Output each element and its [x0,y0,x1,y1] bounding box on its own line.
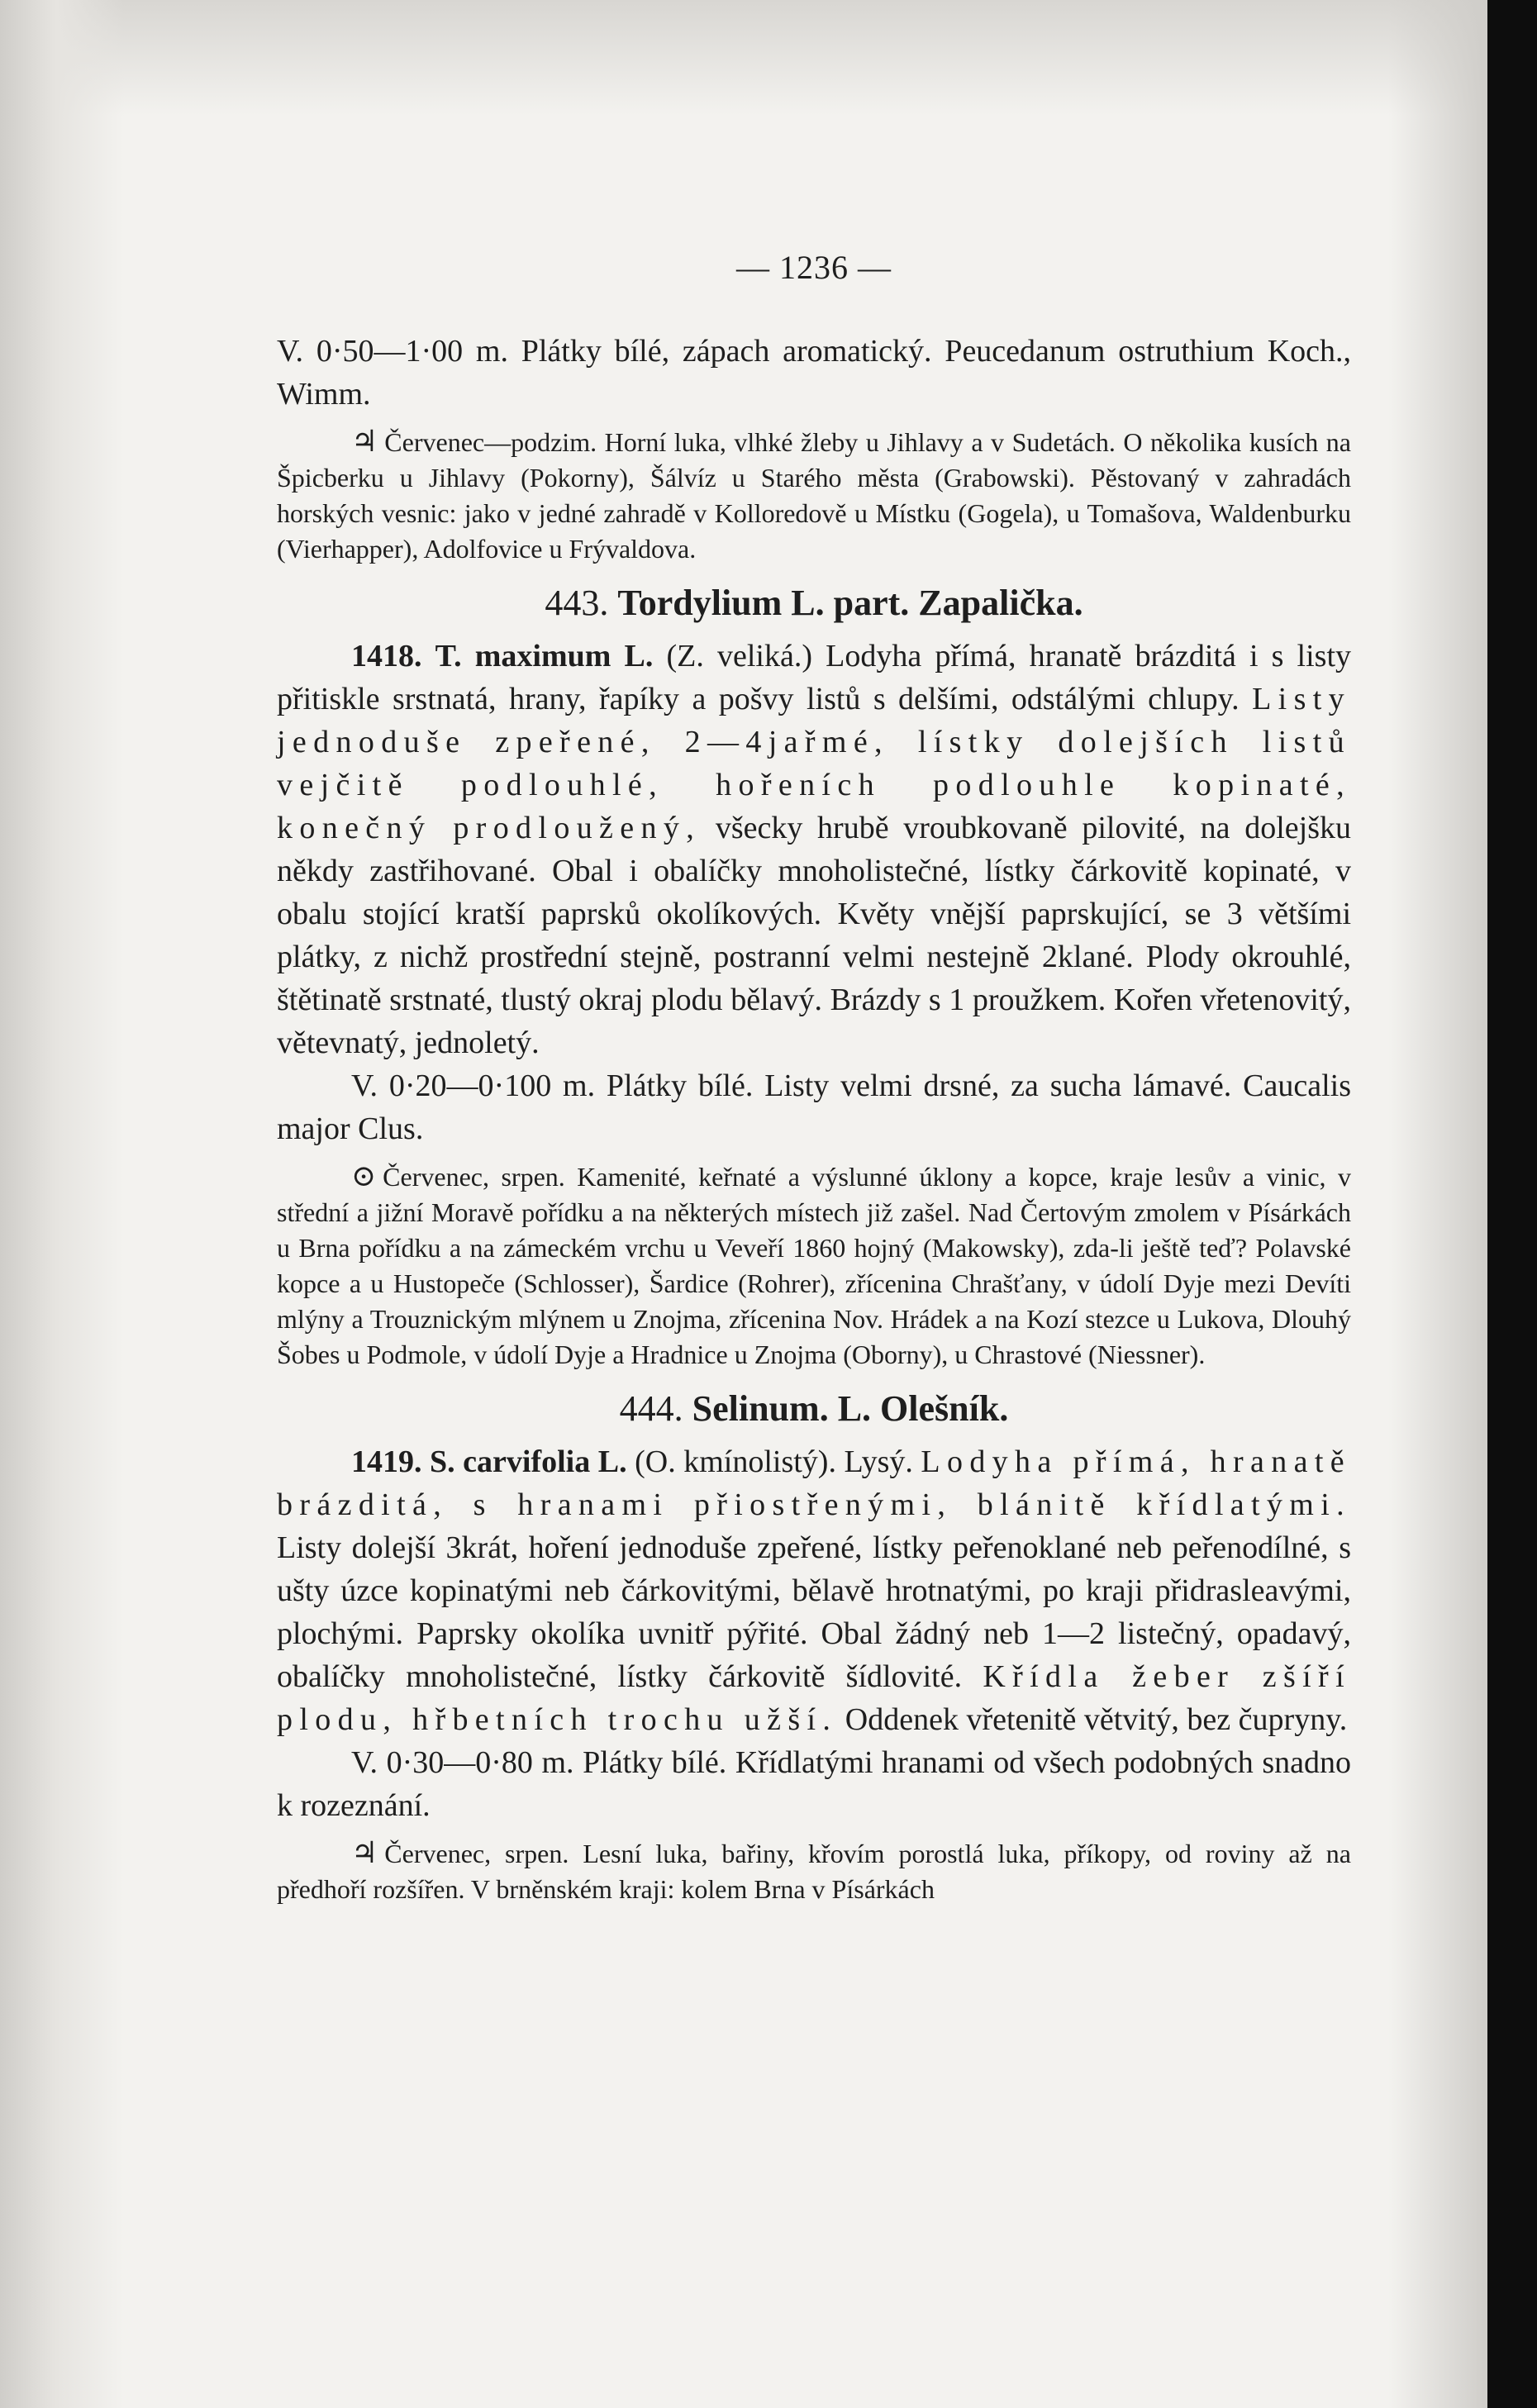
emphasized-text: Lodyha přímá, hranatě brázditá, s hranami přiostřenými, blánitě křídlatými. [277,1444,1352,1522]
annual-symbol-icon: ⊙ [351,1159,377,1192]
genus-czech-name: Zapalička. [918,583,1083,623]
scan-shadow-top [0,0,1537,116]
emphasized-text: Listy jednoduše zpeřené, 2—4jařmé, lístky dolejších listů vejčitě podlouhlé, hořeních podlouhle kopinaté, konečný prodloužený, [277,682,1351,845]
species-name: S. carvifolia L. [430,1444,627,1479]
species-number: 1419. [351,1444,422,1479]
book-page [277,248,1351,1914]
scan-shadow-right [1388,0,1487,2408]
description-text: Lysý. [844,1444,913,1479]
species-czech-name: (Z. veliká.) [666,639,812,673]
genus-heading-444 [277,1386,1351,1432]
species-description-1419 [277,1440,1351,1741]
genus-czech-name: Olešník. [880,1388,1009,1429]
habitat-paragraph-1419 [277,1835,1351,1907]
text-line: ostruthium Koch., Wimm. [277,334,1352,412]
species-notes-1419: V. 0·30—0·80 m. Plátky bílé. Křídlatými hranami od všech podobných snadno k rozeznání. [277,1745,1351,1823]
paragraph-peucedanum-end [277,330,1351,416]
habitat-paragraph-1418 [277,1159,1351,1373]
genus-name: Tordylium L. part. [617,583,910,623]
description-text: všecky hrubě vroubkovaně pilovité, na dolejšku někdy zastřihované. Obal i obalíčky mnoholistečné, lístky čárkovitě kopinaté, v obalu stojící kratší paprsků okolíkových. Květy vnější paprskující, se 3 většími plátky, z nichž prostřední stejně, postranní velmi nestejně 2klané. Plody okrouhlé, štětinatě srstnaté, tlustý okraj plodu bělavý. Brázdy s 1 proužkem. Kořen vřetenovitý, větevnatý, jednoletý. [277,811,1351,1060]
perennial-symbol-icon: ♃ [351,1836,378,1869]
habitat-text: Červenec, srpen. Kamenité, keřnaté a výslunné úklony a kopce, kraje lesův a vinic, v střední a jižní Moravě pořídku a na některých místech již zašel. Nad Čertovým zmolem v Písárkách u Brna pořídku a na zámeckém vrchu u Veveří 1860 hojný (Makowsky), zda-li ještě teď? Polavské kopce a u Hustopeče (Schlosser), Šardice (Rohrer), zřícenina Chrašťany, v údolí Dyje mezi Devíti mlýny a Trouznickým mlýnem u Znojma, zřícenina Nov. Hrádek a na Kozí stezce u Lukova, Dlouhý Šobes u Podmole, v údolí Dyje a Hradnice u Znojma (Oborny), u Chrastové (Niessner). [277,1162,1351,1369]
species-czech-name: (O. kmínolistý). [635,1444,836,1479]
habitat-text: Červenec—podzim. Horní luka, vlhké žleby u Jihlavy a v Sudetách. O několika kusích na Špicberku u Jihlavy (Pokorny), Šálvíz u Starého města (Grabowski). Pěstovaný v zahradách horských vesnic: jako v jedné zahradě v Kolloredově u Místku (Gogela), u Tomašova, Waldenburku (Vierhapper), Adolfovice u Frývaldova. [277,427,1351,564]
page-number: — 1236 — [736,249,892,286]
genus-number: 444. [619,1388,683,1429]
genus-number: 443. [545,583,609,623]
scan-black-border [1487,0,1537,2408]
description-text: Oddenek vřetenitě větvitý, bez čupryny. [845,1702,1348,1737]
species-notes-1418: V. 0·20—0·100 m. Plátky bílé. Listy velmi drsné, za sucha lámavé. Caucalis major Clus. [277,1068,1351,1146]
description-text: Listy dolejší 3krát, hoření jednoduše zpeřené, lístky peřenoklané neb peřenodílné, s ušty úzce kopinatými neb čárkovitými, bělavě hrotnatými, po kraji přidrasleavými, plochými. Paprsky okolíka uvnitř pýřité. Obal žádný neb 1—2 listečný, opadavý, obalíčky mnoholistečné, lístky čárkovitě šídlovité. [277,1530,1351,1694]
emphasized-text: Křídla žeber zšíří plodu, hřbetních trochu užší. [277,1659,1351,1737]
species-number: 1418. [351,639,422,673]
species-description-1418 [277,635,1351,1064]
genus-name: Selinum. L. [692,1388,872,1429]
scan-shadow-left [0,0,124,2408]
species-name: T. maximum L. [435,639,654,673]
perennial-symbol-icon: ♃ [351,425,378,458]
genus-heading-443 [277,580,1351,626]
habitat-text: Červenec, srpen. Lesní luka, bařiny, křovím porostlá luka, příkopy, od roviny až na předhoří rozšířen. V brněnském kraji: kolem Brna v Písárkách [277,1839,1351,1904]
text-line: V. 0·50—1·00 m. Plátky bílé, zápach aromatický. Peucedanum [277,334,1106,369]
habitat-paragraph-peucedanum [277,424,1351,567]
description-text: Lodyha přímá, hranatě brázditá i s listy přitiskle srstnatá, hrany, řapíky a pošvy listů s delšími, odstálými chlupy. [277,639,1352,716]
